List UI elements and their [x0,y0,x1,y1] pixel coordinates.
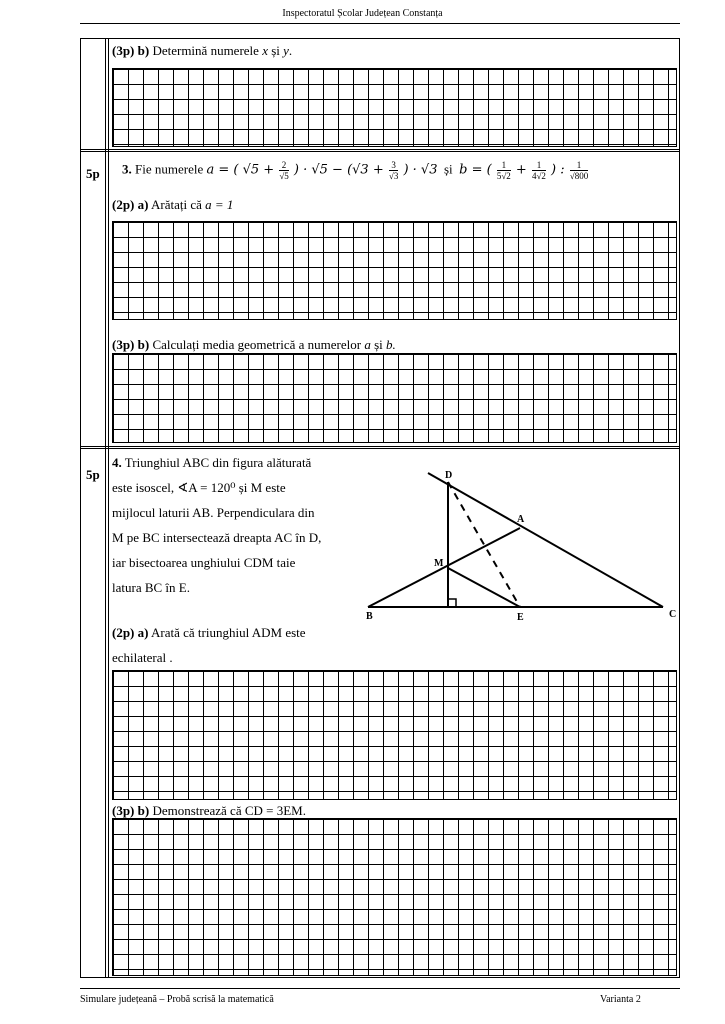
row-divider-2b [80,448,680,449]
triangle-figure [360,460,680,630]
line-dc [428,473,663,607]
problem-3a-statement: (2p) a) Arătați că a = 1 [112,197,234,212]
answer-grid-3b[interactable] [112,353,677,443]
label-m: M [434,558,444,569]
problem-4b-statement: (3p) b) Demonstrează că CD = 3EM. [112,803,306,818]
problem-4-statement: 4. Triunghiul ABC din figura alăturată este isoscel, ∢A = 120⁰ și M este mijlocul laturii AB. Perpendiculara din M pe BC intersectează dreapta AC în D, iar bisectoarea unghiului CDM taie latura BC în E. [112,455,322,595]
right-angle-mark [448,599,456,607]
footer-right: Varianta 2 [600,994,641,1005]
label-b: B [366,611,373,622]
footer-rule [80,988,680,989]
answer-grid-4b[interactable] [112,818,677,976]
row-divider-2 [80,446,680,447]
page-header: Inspectoratul Școlar Județean Constanța [282,8,443,19]
footer-left: Simulare județeană – Probă scrisă la matematică [80,994,274,1005]
label-c: C [669,609,677,620]
label-e: E [517,612,524,623]
problem-3b-statement: (3p) b) Calculați media geometrică a numerelor a și b. [112,337,396,352]
label-d: D [445,470,453,481]
label-a: A [517,514,525,525]
problem-2b-statement: (3p) b) Determină numerele x și y. [112,43,293,58]
header-rule [80,23,680,24]
row-divider-1 [80,149,680,150]
problem-4-points: 5p [86,467,100,482]
points-column-divider-inner [108,38,109,978]
problem-3-statement: 3. Fie numerele a = ( √5 + $\frac{2}{√5}$ ) · √5 − (√3 + $\frac{3}{√3}$ ) · √3 și b = ( $\frac{1}{5√2}$ + $\frac{1}{4√2}$ ) : $\frac{1}{√800}$ [122,160,589,181]
problem-4a-statement: (2p) a) Arată că triunghiul ADM este echilateral . [112,625,306,665]
answer-grid-4a[interactable] [112,670,677,800]
points-column-divider [105,38,106,978]
answer-grid-3a[interactable] [112,221,677,320]
answer-grid-2b[interactable] [112,68,677,147]
problem-3-points: 5p [86,166,100,181]
row-divider-1b [80,151,680,152]
